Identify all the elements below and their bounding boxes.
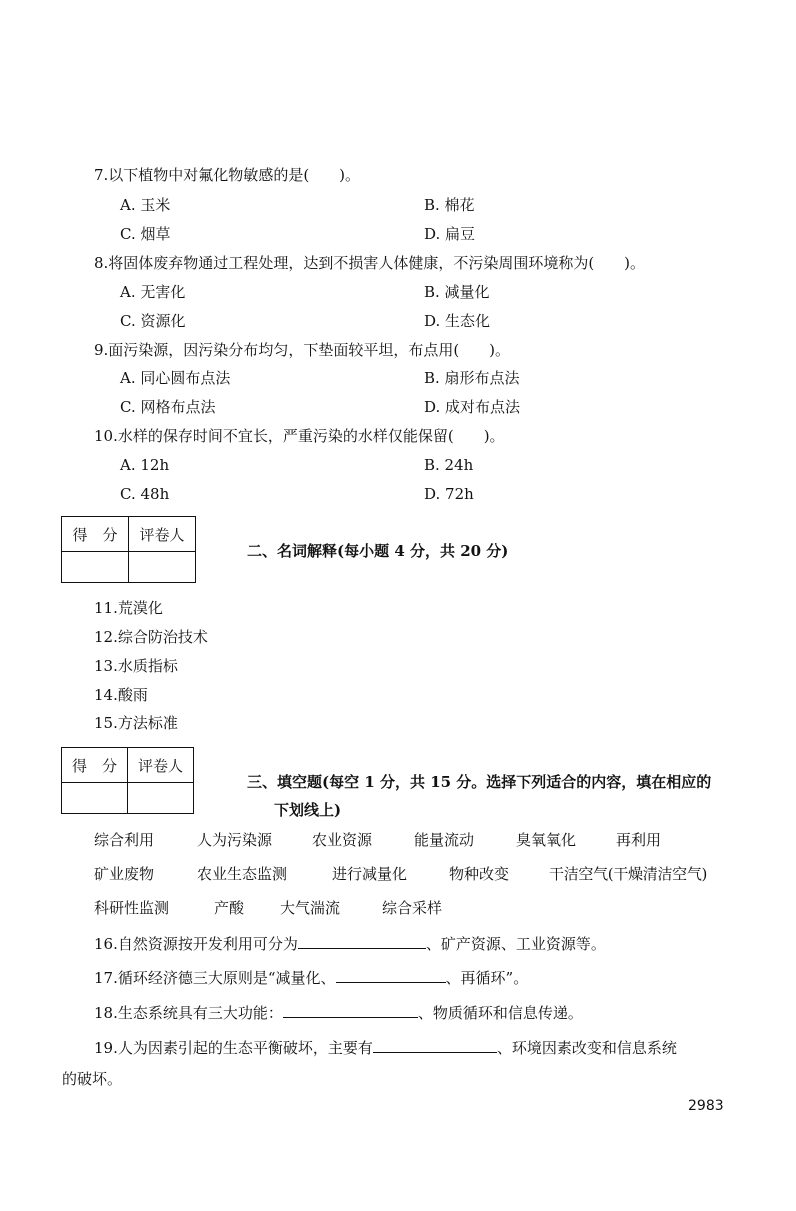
reviewer-label: 评卷人 (128, 748, 194, 783)
question-18-text-before: 18.生态系统具有三大功能： (94, 1004, 283, 1022)
question-9-option-b: B. 扇形布点法 (424, 369, 520, 387)
question-7-option-c: C. 烟草 (120, 225, 171, 243)
word-bank-item: 综合采样 (382, 899, 443, 917)
score-cell (62, 783, 128, 814)
question-18 (94, 1002, 583, 1023)
reviewer-label: 评卷人 (129, 517, 196, 552)
term-item-15: 15.方法标准 (94, 714, 178, 732)
question-10-option-b: B. 24h (424, 456, 474, 474)
question-19-continuation: 的破坏。 (62, 1070, 123, 1088)
word-bank-item: 农业资源 (312, 831, 373, 849)
question-9-option-a: A. 同心圆布点法 (120, 369, 231, 387)
question-9-option-c: C. 网格布点法 (120, 398, 216, 416)
word-bank-item: 能量流动 (414, 831, 475, 849)
word-bank-item: 干洁空气(干燥清洁空气) (549, 865, 708, 883)
question-19 (94, 1037, 677, 1058)
term-item-13: 13.水质指标 (94, 657, 178, 675)
question-17 (94, 967, 528, 988)
question-7-option-a: A. 玉米 (120, 196, 171, 214)
question-16-text-before: 16.自然资源按开发利用可分为 (94, 935, 298, 953)
section-3-title-line-2: 下划线上) (274, 801, 342, 819)
question-7-option-d: D. 扁豆 (424, 225, 476, 243)
question-16 (94, 933, 606, 954)
question-10-option-d: D. 72h (424, 485, 474, 503)
question-17-text-after: 、再循环”。 (445, 969, 529, 987)
question-8-option-a: A. 无害化 (120, 283, 186, 301)
question-17-blank (336, 967, 446, 983)
word-bank-item: 产酸 (214, 899, 245, 917)
question-16-blank (298, 933, 426, 949)
word-bank-item: 科研性监测 (94, 899, 170, 917)
question-10-option-a: A. 12h (120, 456, 170, 474)
question-10-stem: 10.水样的保存时间不宜长，严重污染的水样仅能保留( )。 (94, 427, 505, 445)
score-box-section-2 (61, 516, 196, 583)
question-10-option-c: C. 48h (120, 485, 170, 503)
question-19-blank (373, 1037, 497, 1053)
question-19-text-before: 19.人为因素引起的生态平衡破坏，主要有 (94, 1039, 373, 1057)
word-bank-item: 农业生态监测 (197, 865, 288, 883)
word-bank-item: 再利用 (616, 831, 662, 849)
section-3-title-line-1: 三、填空题(每空 1 分，共 15 分。选择下列适合的内容，填在相应的 (247, 773, 712, 791)
page-number: 2983 (688, 1098, 724, 1114)
question-17-text-before: 17.循环经济德三大原则是“减量化、 (94, 969, 336, 987)
question-18-text-after: 、物质循环和信息传递。 (417, 1004, 583, 1022)
question-9-option-d: D. 成对布点法 (424, 398, 521, 416)
question-16-text-after: 、矿产资源、工业资源等。 (425, 935, 606, 953)
word-bank-item: 大气湍流 (280, 899, 341, 917)
question-8-stem: 8.将固体废弃物通过工程处理，达到不损害人体健康，不污染周围环境称为( )。 (94, 254, 646, 272)
term-item-11: 11.荒漠化 (94, 599, 163, 617)
section-2-title: 二、名词解释(每小题 4 分，共 20 分) (247, 542, 509, 560)
question-18-blank (283, 1002, 418, 1018)
word-bank-item: 综合利用 (94, 831, 155, 849)
term-item-14: 14.酸雨 (94, 686, 148, 704)
question-8-option-b: B. 减量化 (424, 283, 490, 301)
question-9-stem: 9.面污染源，因污染分布均匀，下垫面较平坦，布点用( )。 (94, 341, 511, 359)
question-19-text-after: 、环境因素改变和信息系统 (496, 1039, 677, 1057)
word-bank-item: 物种改变 (449, 865, 510, 883)
term-item-12: 12.综合防治技术 (94, 628, 208, 646)
word-bank-item: 人为污染源 (197, 831, 273, 849)
reviewer-cell (128, 783, 194, 814)
question-7-option-b: B. 棉花 (424, 196, 475, 214)
word-bank-item: 矿业废物 (94, 865, 155, 883)
score-label: 得 分 (62, 517, 129, 552)
question-8-option-d: D. 生态化 (424, 312, 491, 330)
word-bank-item: 臭氧氧化 (516, 831, 577, 849)
question-8-option-c: C. 资源化 (120, 312, 186, 330)
score-box-section-3 (61, 747, 194, 814)
question-7-stem: 7.以下植物中对氟化物敏感的是( )。 (94, 166, 361, 184)
score-cell (62, 552, 129, 583)
score-label: 得 分 (62, 748, 128, 783)
word-bank-item: 进行减量化 (332, 865, 408, 883)
reviewer-cell (129, 552, 196, 583)
